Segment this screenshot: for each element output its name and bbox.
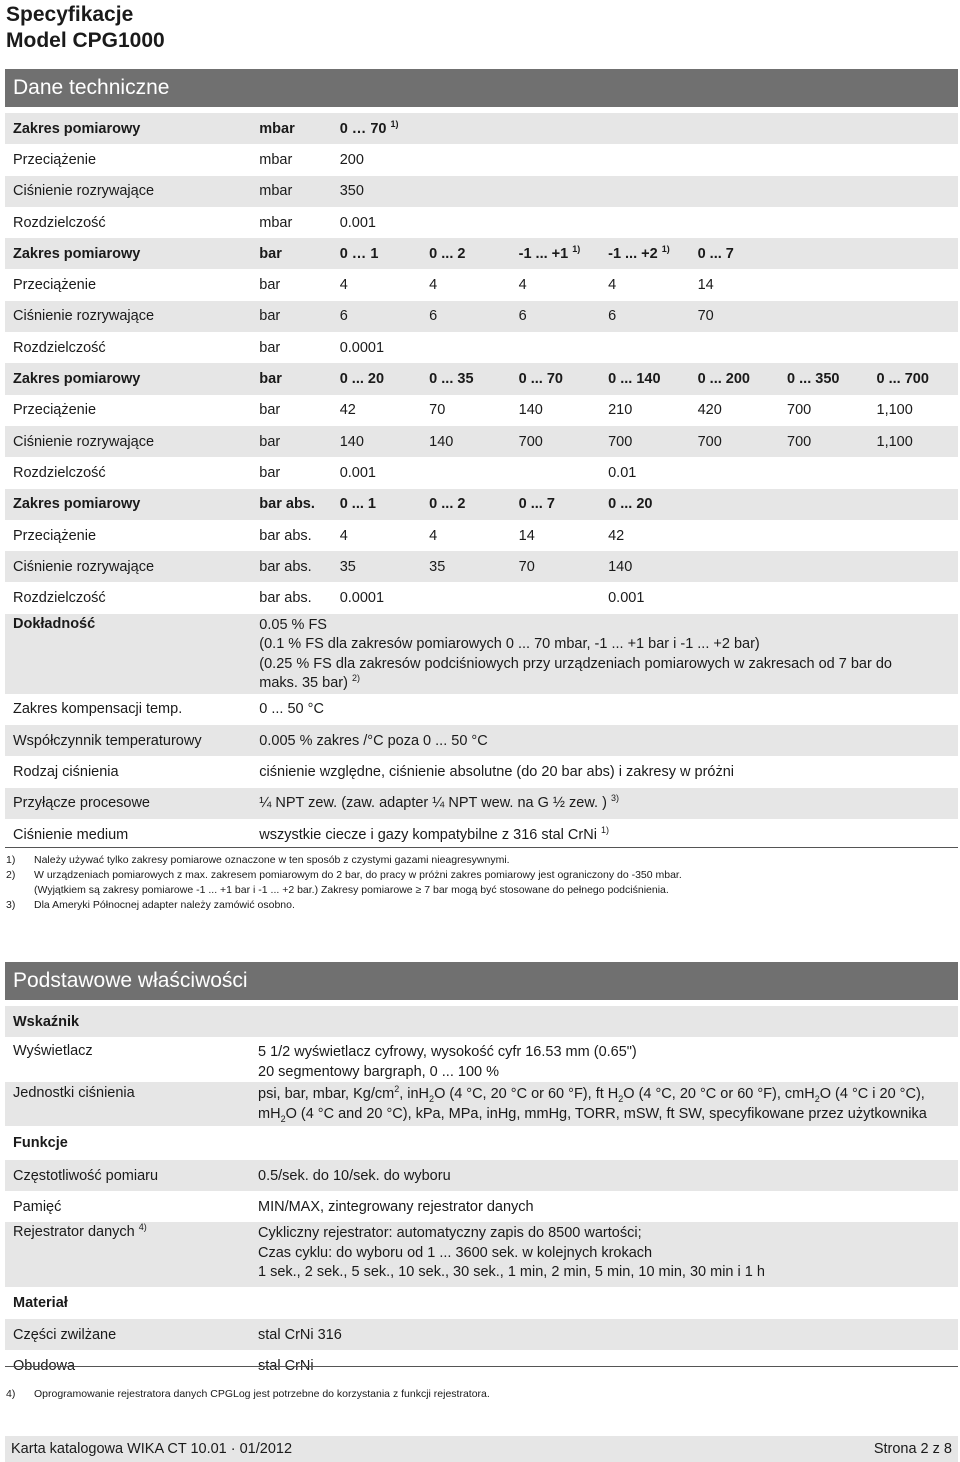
value-cell: 0.001	[339, 214, 376, 231]
table-row	[5, 1006, 958, 1037]
row-unit: mbar	[259, 183, 293, 200]
value-cell: 140	[429, 433, 454, 450]
props-table	[5, 1006, 958, 1381]
value-cell: 70	[518, 558, 535, 575]
value-cell: 700	[518, 433, 543, 450]
value-cell: 6	[429, 308, 438, 325]
table-row	[5, 788, 958, 819]
display-label: Wyświetlacz	[13, 1043, 93, 1059]
page-title	[6, 2, 165, 54]
units-label: Jednostki ciśnienia	[13, 1085, 135, 1101]
row-label: Rozdzielczość	[13, 464, 106, 481]
row-unit: bar	[259, 277, 281, 294]
table-row	[5, 489, 958, 520]
accuracy-label: Dokładność	[13, 615, 96, 632]
rate-value: 0.5/sek. do 10/sek. do wyboru	[258, 1167, 451, 1184]
wetted-label: Części zwilżane	[13, 1326, 117, 1343]
footer-page-number: Strona 2 z 8	[873, 1441, 952, 1457]
rate-label: Częstotliwość pomiaru	[13, 1167, 159, 1184]
table-row	[5, 520, 958, 551]
value-cell: 140	[608, 558, 633, 575]
value-cell: 0 ... 1	[339, 496, 376, 513]
row-unit: bar	[259, 371, 282, 388]
row-unit: bar abs.	[259, 527, 312, 544]
row-label: Zakres pomiarowy	[13, 120, 141, 137]
value-cell: -1 ... +1 $^{1)}$	[518, 244, 581, 262]
accuracy-line: 0.05 % FS	[259, 616, 327, 633]
table-row	[5, 363, 958, 394]
wetted-value: stal CrNi 316	[258, 1326, 342, 1343]
accuracy-value	[251, 614, 958, 694]
empty-cell	[690, 520, 958, 551]
row-unit: bar	[259, 464, 281, 481]
housing-label: Obudowa	[13, 1357, 76, 1374]
row-unit: bar abs.	[259, 496, 315, 513]
value-cell: 4	[339, 277, 348, 294]
footer-document-id: Karta katalogowa WIKA CT 10.01 · 01/2012	[11, 1441, 293, 1457]
logger-line: Cykliczny rejestrator: automatyczny zapis do 8500 wartości;	[258, 1225, 642, 1241]
section-header-tech: Dane techniczne	[5, 69, 958, 107]
empty-cell	[690, 551, 958, 582]
table-row	[5, 725, 958, 756]
row-unit: bar	[259, 308, 281, 325]
row-unit: mbar	[259, 214, 293, 231]
value-cell: 35	[339, 558, 356, 575]
footnote-text: W urządzeniach pomiarowych z max. zakresem pomiarowym do 2 bar, do pracy w próżni zakres pomiarowy jest ograniczony do -350 mbar.	[34, 869, 682, 881]
row-label: Ciśnienie rozrywające	[13, 308, 155, 325]
value-cell: 0.0001	[339, 590, 385, 607]
units-value	[250, 1082, 958, 1126]
material-heading: Materiał	[13, 1295, 68, 1311]
footnote-text: Oprogramowanie rejestratora danych CPGLog jest potrzebne do korzystania z funkcji rejestratora.	[34, 1388, 490, 1400]
empty-cell	[690, 489, 958, 520]
table-row	[5, 332, 958, 363]
value-cell: 14	[518, 527, 535, 544]
value-cell: 0 … 1	[339, 245, 379, 262]
page-footer	[5, 1436, 958, 1462]
value-cell: 0 ... 350	[787, 371, 840, 388]
footnote-ref: 1)	[572, 244, 581, 254]
footnote-ref: 1)	[600, 824, 609, 835]
tech-footnotes	[6, 853, 682, 913]
empty-cell	[779, 301, 958, 332]
accuracy-line: (0.25 % FS dla zakresów podciśniowych przy urządzeniach pomiarowych w zakresach od 7 bar do	[259, 655, 892, 672]
temp-comp-label: Zakres kompensacji temp.	[13, 701, 183, 718]
row-unit: bar abs.	[259, 558, 312, 575]
empty-cell	[779, 269, 958, 300]
logger-value	[250, 1222, 958, 1287]
table-row	[5, 144, 958, 175]
divider	[5, 1366, 958, 1367]
divider	[5, 847, 958, 848]
value-cell: 0 ... 20	[608, 496, 653, 513]
row-unit: mbar	[259, 120, 295, 137]
footnote-ref: 3)	[610, 793, 619, 804]
tech-spec-table	[5, 113, 958, 850]
value-cell: -1 ... +2 $^{1)}$	[608, 244, 670, 262]
table-row	[5, 1222, 958, 1287]
medium-value: wszystkie ciecze i gazy kompatybilne z 316 stal CrNi $^{1)}$	[259, 824, 609, 843]
footnote	[6, 1387, 490, 1402]
medium-label: Ciśnienie medium	[13, 826, 129, 843]
display-line: 5 1/2 wyświetlacz cyfrowy, wysokość cyfr 16.53 mm (0.65")	[258, 1044, 637, 1060]
footnote-text: (Wyjątkiem są zakresy pomiarowe -1 ... +1 bar i -1 ... +2 bar.) Zakresy pomiarowe ≥ 7 bar mogą być stosowane do pełnego podciśnienia.	[34, 884, 669, 896]
footnote-ref: 2)	[351, 673, 360, 684]
units-line: $mH_2O$ (4 °C and 20 °C), kPa, MPa, inHg, mmHg, TORR, mSW, ft SW, specyfikowane przez użytkownika	[258, 1105, 927, 1124]
value-cell: 1,100	[876, 402, 913, 419]
pressure-type-label: Rodzaj ciśnienia	[13, 763, 119, 780]
row-label: Rozdzielczość	[13, 214, 106, 231]
row-label: Ciśnienie rozrywające	[13, 183, 155, 200]
footnote	[6, 898, 682, 913]
empty-cell	[421, 176, 958, 207]
empty-cell	[779, 238, 958, 269]
row-label: Zakres pomiarowy	[13, 496, 141, 513]
table-row	[5, 1082, 958, 1126]
value-cell: 14	[697, 277, 714, 294]
accuracy-line: (0.1 % FS dla zakresów pomiarowych 0 ... 70 mbar, -1 ... +1 bar i -1 ... +2 bar)	[259, 636, 760, 653]
footnote-ref: 1)	[661, 244, 670, 254]
indicator-heading: Wskaźnik	[13, 1013, 80, 1030]
pressure-type-value: ciśnienie względne, ciśnienie absolutne (do 20 bar abs) i zakresy w próżni	[259, 763, 735, 780]
value-cell: 6	[339, 308, 348, 325]
value-cell: 0 ... 20	[339, 371, 385, 388]
value-cell: 0 ... 2	[429, 245, 466, 262]
footnote	[6, 868, 682, 883]
table-row	[5, 238, 958, 269]
table-row	[5, 614, 958, 694]
value-cell: 0 ... 7	[518, 496, 555, 513]
temp-coef-label: Współczynnik temperaturowy	[13, 732, 202, 749]
value-cell: 420	[697, 402, 722, 419]
value-cell: 200	[339, 151, 364, 168]
value-cell: 35	[429, 558, 446, 575]
footnote-text: Dla Ameryki Północnej adapter należy zamówić osobno.	[34, 899, 295, 911]
row-unit: mbar	[259, 151, 293, 168]
temp-comp-value: 0 ... 50 °C	[259, 701, 324, 718]
row-label: Przeciążenie	[13, 277, 97, 294]
temp-coef-value: 0.005 % zakres /°C poza 0 ... 50 °C	[259, 732, 488, 749]
row-label: Ciśnienie rozrywające	[13, 433, 155, 450]
value-cell: 0 ... 200	[697, 371, 750, 388]
value-cell: 70	[429, 402, 446, 419]
row-unit: bar	[259, 402, 281, 419]
value-cell: 0 ... 70	[518, 371, 563, 388]
empty-cell	[421, 113, 958, 144]
table-row	[5, 582, 958, 613]
footnote-text: Należy używać tylko zakresy pomiarowe oznaczone w ten sposób z czystymi gazami nieagresywnymi.	[34, 854, 510, 866]
functions-heading: Funkcje	[13, 1135, 68, 1151]
row-label: Ciśnienie rozrywające	[13, 558, 155, 575]
title-line-2: Model CPG1000	[6, 29, 165, 52]
table-row	[5, 395, 958, 426]
units-line: psi, bar, mbar, $Kg/cm^2$, inH$_2$O (4 °C, 20 °C or 60 °F), ft $H_2O$ (4 °C, 20 °C or 60 °F), cmH$_2$O (4 °C i 20 °C),	[258, 1084, 925, 1104]
table-row	[5, 1160, 958, 1191]
row-unit: bar	[259, 433, 281, 450]
footnote-number: 2)	[6, 869, 16, 881]
empty-cell	[421, 144, 958, 175]
footnote-number: 4)	[6, 1388, 16, 1400]
row-label: Rozdzielczość	[13, 339, 106, 356]
value-cell: 0 ... 700	[876, 371, 929, 388]
table-row	[5, 426, 958, 457]
table-row	[5, 1191, 958, 1222]
value-cell: 0.0001	[339, 339, 385, 356]
value-cell: 140	[339, 433, 364, 450]
table-row	[5, 176, 958, 207]
table-row	[5, 269, 958, 300]
footnote	[6, 883, 682, 898]
connection-value: ¼ NPT zew. (zaw. adapter ¼ NPT wew. na G ½ zew. ) $^{3)}$	[259, 793, 619, 812]
value-cell: 4	[429, 277, 438, 294]
row-label: Zakres pomiarowy	[13, 245, 141, 262]
display-value	[250, 1037, 958, 1082]
section-header-props: Podstawowe właściwości	[5, 962, 958, 1000]
row-unit: bar	[259, 245, 282, 262]
value-cell: 700	[697, 433, 722, 450]
table-row	[5, 1319, 958, 1350]
table-row	[5, 1126, 958, 1160]
table-row	[5, 207, 958, 238]
table-row	[5, 301, 958, 332]
value-cell: 0.01	[608, 464, 637, 481]
row-unit: bar	[259, 339, 281, 356]
table-row	[5, 1037, 958, 1082]
table-row	[5, 1287, 958, 1319]
value-cell: 4	[518, 277, 527, 294]
value-cell: 0 ... 7	[697, 245, 734, 262]
value-cell: 700	[787, 402, 812, 419]
props-footnotes	[6, 1387, 490, 1402]
table-row	[5, 819, 958, 850]
table-row	[5, 756, 958, 787]
connection-label: Przyłącze procesowe	[13, 795, 150, 812]
value-cell: 6	[608, 308, 617, 325]
table-row	[5, 694, 958, 725]
value-cell: 1,100	[876, 433, 913, 450]
display-line: 20 segmentowy bargraph, 0 ... 100 %	[258, 1063, 500, 1080]
value-cell: 0.001	[339, 464, 376, 481]
row-label: Rozdzielczość	[13, 590, 106, 607]
title-line-1: Specyfikacje	[6, 3, 134, 26]
value-cell: 4	[608, 277, 617, 294]
table-row	[5, 113, 958, 144]
housing-value: stal CrNi	[258, 1357, 314, 1374]
value-cell: 210	[608, 402, 633, 419]
footnote-ref: 1)	[390, 118, 399, 129]
row-label: Przeciążenie	[13, 402, 97, 419]
footnote-number: 1)	[6, 854, 16, 866]
footnote	[6, 853, 682, 868]
value-cell: 0 ... 140	[608, 371, 661, 388]
logger-line: 1 sek., 2 sek., 5 sek., 10 sek., 30 sek., 1 min, 2 min, 5 min, 10 min, 30 min i 1 h	[258, 1264, 765, 1280]
table-row	[5, 457, 958, 488]
value-cell: 140	[518, 402, 543, 419]
value-cell: 0 ... 2	[429, 496, 466, 513]
value-cell: 42	[339, 402, 356, 419]
table-row	[5, 551, 958, 582]
memory-label: Pamięć	[13, 1198, 62, 1215]
row-label: Zakres pomiarowy	[13, 371, 141, 388]
row-label: Przeciążenie	[13, 527, 97, 544]
value-cell: 6	[518, 308, 527, 325]
value-cell: 0 … 70 $^{1)}$	[339, 118, 399, 137]
value-cell: 4	[429, 527, 438, 544]
memory-value: MIN/MAX, zintegrowany rejestrator danych	[258, 1198, 534, 1215]
value-cell: 4	[339, 527, 348, 544]
footnote-number: 3)	[6, 899, 16, 911]
row-label: Przeciążenie	[13, 151, 97, 168]
value-cell: 350	[339, 183, 364, 200]
row-unit: bar abs.	[259, 590, 312, 607]
value-cell: 700	[787, 433, 812, 450]
value-cell: 70	[697, 308, 714, 325]
logger-line: Czas cyklu: do wyboru od 1 ... 3600 sek. w kolejnych krokach	[258, 1244, 653, 1261]
value-cell: 0 ... 35	[429, 371, 474, 388]
value-cell: 42	[608, 527, 625, 544]
accuracy-line: maks. 35 bar) $^{2)}$	[259, 673, 360, 692]
value-cell: 0.001	[608, 590, 645, 607]
logger-label: Rejestrator danych $^{4)}$	[13, 1222, 147, 1240]
value-cell: 700	[608, 433, 633, 450]
